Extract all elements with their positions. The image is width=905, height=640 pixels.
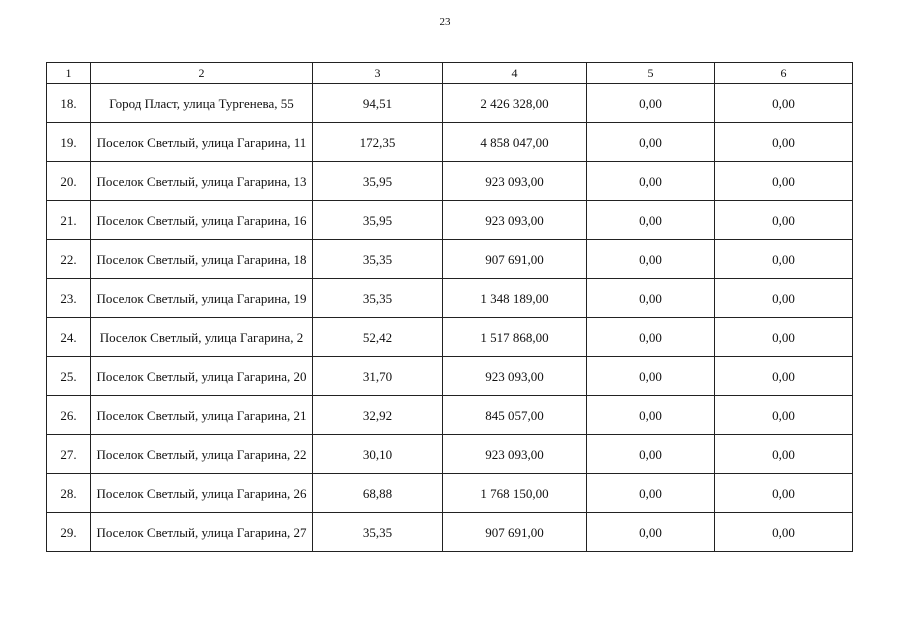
row-number-cell: 20. bbox=[47, 162, 91, 201]
area-cell: 52,42 bbox=[313, 318, 443, 357]
table-row bbox=[47, 513, 853, 552]
table-body bbox=[47, 84, 853, 552]
value-5-cell: 0,00 bbox=[587, 201, 715, 240]
address-cell: Поселок Светлый, улица Гагарина, 21 bbox=[91, 396, 313, 435]
column-header-5: 5 bbox=[587, 63, 715, 84]
value-6-cell: 0,00 bbox=[715, 474, 853, 513]
amount-cell: 923 093,00 bbox=[443, 201, 587, 240]
column-header-4: 4 bbox=[443, 63, 587, 84]
amount-cell: 4 858 047,00 bbox=[443, 123, 587, 162]
header-row bbox=[47, 63, 853, 84]
row-number-cell: 21. bbox=[47, 201, 91, 240]
address-cell: Поселок Светлый, улица Гагарина, 26 bbox=[91, 474, 313, 513]
area-cell: 35,95 bbox=[313, 201, 443, 240]
row-number-cell: 27. bbox=[47, 435, 91, 474]
value-5-cell: 0,00 bbox=[587, 474, 715, 513]
table-row bbox=[47, 123, 853, 162]
address-cell: Поселок Светлый, улица Гагарина, 20 bbox=[91, 357, 313, 396]
amount-cell: 1 348 189,00 bbox=[443, 279, 587, 318]
value-5-cell: 0,00 bbox=[587, 240, 715, 279]
value-6-cell: 0,00 bbox=[715, 357, 853, 396]
value-5-cell: 0,00 bbox=[587, 84, 715, 123]
column-header-3: 3 bbox=[313, 63, 443, 84]
value-6-cell: 0,00 bbox=[715, 84, 853, 123]
area-cell: 30,10 bbox=[313, 435, 443, 474]
row-number-cell: 18. bbox=[47, 84, 91, 123]
column-header-2: 2 bbox=[91, 63, 313, 84]
amount-cell: 923 093,00 bbox=[443, 162, 587, 201]
address-cell: Поселок Светлый, улица Гагарина, 22 bbox=[91, 435, 313, 474]
table-row bbox=[47, 435, 853, 474]
row-number-cell: 19. bbox=[47, 123, 91, 162]
value-6-cell: 0,00 bbox=[715, 240, 853, 279]
area-cell: 31,70 bbox=[313, 357, 443, 396]
table-row bbox=[47, 84, 853, 123]
amount-cell: 2 426 328,00 bbox=[443, 84, 587, 123]
value-6-cell: 0,00 bbox=[715, 513, 853, 552]
value-6-cell: 0,00 bbox=[715, 318, 853, 357]
value-5-cell: 0,00 bbox=[587, 123, 715, 162]
area-cell: 94,51 bbox=[313, 84, 443, 123]
address-cell: Поселок Светлый, улица Гагарина, 27 bbox=[91, 513, 313, 552]
address-cell: Поселок Светлый, улица Гагарина, 13 bbox=[91, 162, 313, 201]
area-cell: 35,95 bbox=[313, 162, 443, 201]
amount-cell: 1 768 150,00 bbox=[443, 474, 587, 513]
area-cell: 35,35 bbox=[313, 240, 443, 279]
address-cell: Поселок Светлый, улица Гагарина, 16 bbox=[91, 201, 313, 240]
table-row bbox=[47, 318, 853, 357]
amount-cell: 907 691,00 bbox=[443, 513, 587, 552]
table-row bbox=[47, 240, 853, 279]
value-6-cell: 0,00 bbox=[715, 396, 853, 435]
page-number: 23 bbox=[439, 16, 451, 28]
value-5-cell: 0,00 bbox=[587, 357, 715, 396]
data-table bbox=[46, 62, 853, 552]
value-6-cell: 0,00 bbox=[715, 201, 853, 240]
row-number-cell: 23. bbox=[47, 279, 91, 318]
amount-cell: 923 093,00 bbox=[443, 435, 587, 474]
value-5-cell: 0,00 bbox=[587, 162, 715, 201]
area-cell: 172,35 bbox=[313, 123, 443, 162]
amount-cell: 907 691,00 bbox=[443, 240, 587, 279]
column-header-6: 6 bbox=[715, 63, 853, 84]
address-cell: Поселок Светлый, улица Гагарина, 2 bbox=[91, 318, 313, 357]
value-6-cell: 0,00 bbox=[715, 279, 853, 318]
address-cell: Город Пласт, улица Тургенева, 55 bbox=[91, 84, 313, 123]
area-cell: 32,92 bbox=[313, 396, 443, 435]
value-5-cell: 0,00 bbox=[587, 513, 715, 552]
table-row bbox=[47, 162, 853, 201]
table-row bbox=[47, 396, 853, 435]
address-cell: Поселок Светлый, улица Гагарина, 11 bbox=[91, 123, 313, 162]
amount-cell: 845 057,00 bbox=[443, 396, 587, 435]
row-number-cell: 29. bbox=[47, 513, 91, 552]
row-number-cell: 26. bbox=[47, 396, 91, 435]
area-cell: 35,35 bbox=[313, 513, 443, 552]
amount-cell: 1 517 868,00 bbox=[443, 318, 587, 357]
row-number-cell: 25. bbox=[47, 357, 91, 396]
value-6-cell: 0,00 bbox=[715, 162, 853, 201]
row-number-cell: 22. bbox=[47, 240, 91, 279]
address-cell: Поселок Светлый, улица Гагарина, 18 bbox=[91, 240, 313, 279]
value-6-cell: 0,00 bbox=[715, 123, 853, 162]
area-cell: 68,88 bbox=[313, 474, 443, 513]
table-row bbox=[47, 474, 853, 513]
area-cell: 35,35 bbox=[313, 279, 443, 318]
table-row bbox=[47, 279, 853, 318]
row-number-cell: 28. bbox=[47, 474, 91, 513]
table-row bbox=[47, 201, 853, 240]
column-header-1: 1 bbox=[47, 63, 91, 84]
amount-cell: 923 093,00 bbox=[443, 357, 587, 396]
value-5-cell: 0,00 bbox=[587, 435, 715, 474]
address-cell: Поселок Светлый, улица Гагарина, 19 bbox=[91, 279, 313, 318]
value-5-cell: 0,00 bbox=[587, 396, 715, 435]
table-row bbox=[47, 357, 853, 396]
value-6-cell: 0,00 bbox=[715, 435, 853, 474]
table-header bbox=[47, 63, 853, 84]
value-5-cell: 0,00 bbox=[587, 279, 715, 318]
row-number-cell: 24. bbox=[47, 318, 91, 357]
value-5-cell: 0,00 bbox=[587, 318, 715, 357]
